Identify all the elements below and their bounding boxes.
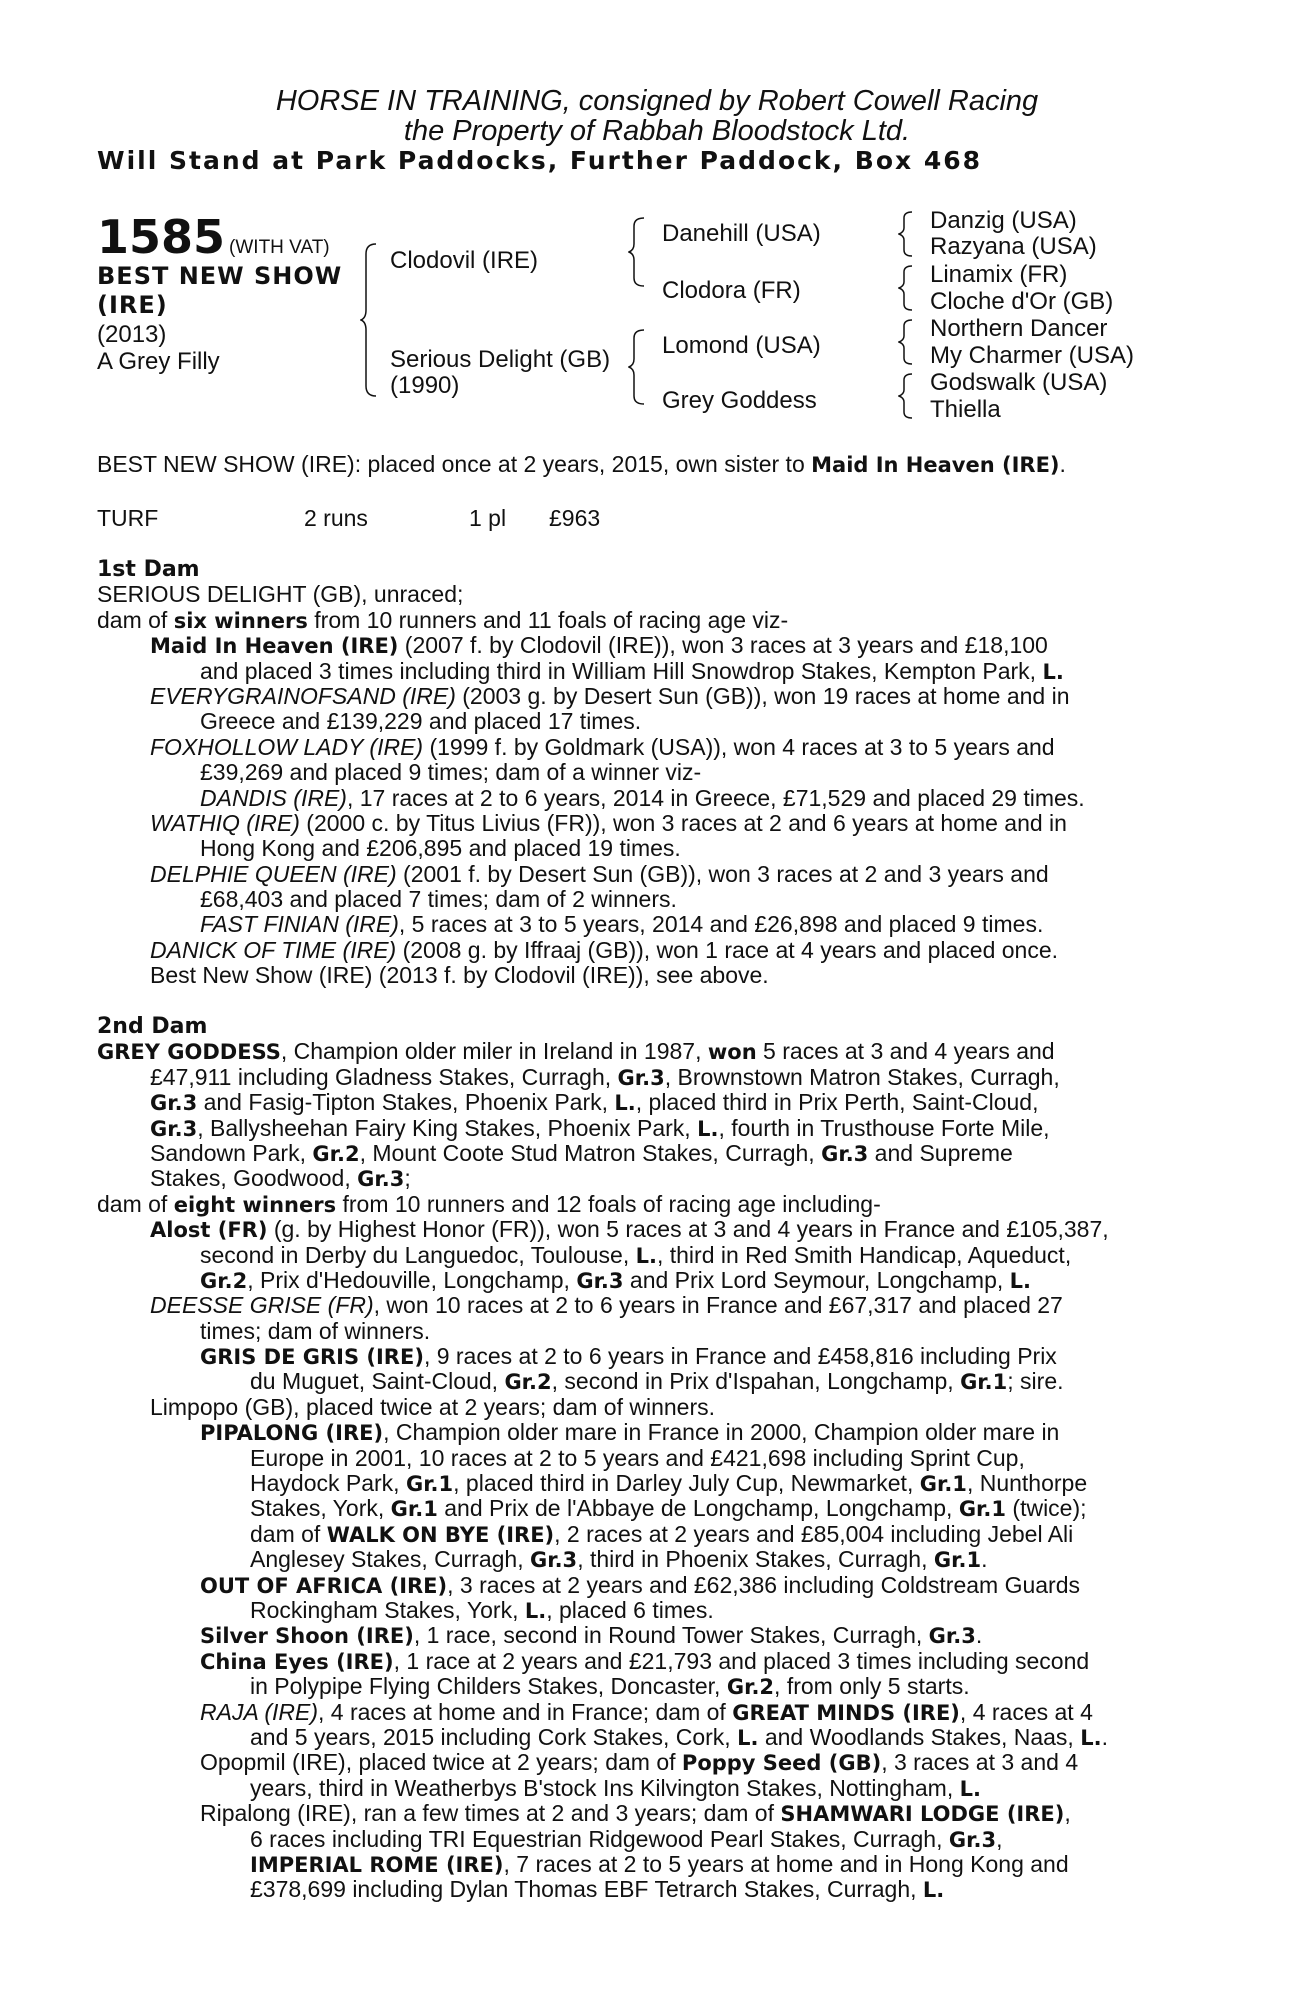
pedigree-sire: Clodovil (IRE) xyxy=(390,247,539,274)
bold-text: L. xyxy=(1042,659,1064,684)
italic-text: DANDIS (IRE) xyxy=(200,785,347,811)
text-line xyxy=(97,1649,1217,1674)
text-line xyxy=(97,938,1217,963)
bold-text: L. xyxy=(614,1091,636,1116)
text-segment: . xyxy=(1101,1724,1108,1750)
text-segment: ; sire. xyxy=(1007,1369,1064,1395)
second-dam-section xyxy=(97,1014,1217,1903)
text-segment: , xyxy=(996,1826,1003,1852)
text-segment: Stakes, York, xyxy=(250,1496,391,1522)
text-segment: ; xyxy=(404,1166,411,1192)
lot-number: 1585 xyxy=(97,210,226,264)
bold-text: Gr.1 xyxy=(933,1548,982,1573)
text-line xyxy=(97,1674,1217,1699)
text-segment: , second in Prix d'Ispahan, Longchamp, xyxy=(551,1369,961,1395)
text-segment: from 10 runners and 11 foals of racing age viz- xyxy=(307,607,789,633)
text-line xyxy=(97,709,1217,734)
text-segment: , 9 races at 2 to 6 years in France and £458,816 including Prix xyxy=(423,1344,1057,1370)
italic-text: RAJA (IRE) xyxy=(200,1699,318,1725)
text-line xyxy=(97,1522,1217,1547)
text-segment: £378,699 including Dylan Thomas EBF Tetrarch Stakes, Curragh, xyxy=(250,1877,923,1903)
bold-text: PIPALONG (IRE) xyxy=(200,1421,384,1446)
bold-text: Gr.3 xyxy=(529,1548,578,1573)
text-line xyxy=(97,1725,1217,1750)
text-line xyxy=(97,836,1217,861)
text-line xyxy=(97,1700,1217,1725)
bold-text: Alost (FR) xyxy=(150,1218,268,1243)
italic-text: DEESSE GRISE (FR) xyxy=(150,1293,374,1319)
horse-name-line1: BEST NEW SHOW xyxy=(97,262,343,290)
text-segment: , 1 race at 2 years and £21,793 and placed 3 times including second xyxy=(393,1648,1090,1674)
text-segment: and placed 3 times including third in William Hill Snowdrop Stakes, Kempton Park, xyxy=(200,658,1043,684)
text-line xyxy=(97,912,1217,937)
record-placed: 1 pl xyxy=(469,505,507,531)
bold-text: Gr.3 xyxy=(150,1091,198,1116)
bold-text: L. xyxy=(737,1725,759,1750)
pedigree-sire-dam: Clodora (FR) xyxy=(662,277,801,304)
text-segment: Rockingham Stakes, York, xyxy=(250,1597,525,1623)
text-line xyxy=(97,1877,1217,1902)
text-segment: , Mount Coote Stud Matron Stakes, Curragh, xyxy=(359,1140,822,1166)
bold-text: Gr.3 xyxy=(948,1827,997,1852)
bold-text: L. xyxy=(524,1598,547,1623)
text-segment: , Ballysheehan Fairy King Stakes, Phoenix Park, xyxy=(197,1115,698,1141)
text-line xyxy=(97,1776,1217,1801)
text-segment: second in Derby du Languedoc, Toulouse, xyxy=(200,1242,636,1268)
text-segment: and Prix Lord Seymour, Longchamp, xyxy=(623,1267,1010,1293)
pedigree-g7: Godswalk (USA) xyxy=(930,369,1108,396)
first-dam-text xyxy=(97,582,1217,988)
text-line xyxy=(97,684,1217,709)
text-segment: from 10 runners and 12 foals of racing age including- xyxy=(336,1191,881,1217)
text-segment: , fourth in Trusthouse Forte Mile, xyxy=(718,1115,1050,1141)
bold-text: six winners xyxy=(173,608,308,633)
italic-text: FAST FINIAN (IRE) xyxy=(200,912,399,938)
bold-text: L. xyxy=(697,1116,719,1141)
text-segment: Stakes, Goodwood, xyxy=(150,1166,358,1192)
text-segment: £47,911 including Gladness Stakes, Curragh, xyxy=(150,1064,618,1090)
bold-text: China Eyes (IRE) xyxy=(200,1649,394,1674)
text-segment: Europe in 2001, 10 races at 2 to 5 years and £421,698 including Sprint Cup, xyxy=(250,1445,1025,1471)
bold-text: Gr.1 xyxy=(919,1472,967,1497)
text-segment: , placed 6 times. xyxy=(546,1597,714,1623)
owner-line: the Property of Rabbah Bloodstock Ltd. xyxy=(403,115,911,147)
text-line xyxy=(97,1065,1217,1090)
bold-text: GREAT MINDS (IRE) xyxy=(732,1700,960,1725)
text-segment: , 2 races at 2 years and £85,004 including Jebel Ali xyxy=(554,1521,1074,1547)
text-segment: , Champion older mare in France in 2000, Champion older mare in xyxy=(383,1420,1060,1446)
text-line xyxy=(97,1344,1217,1369)
text-segment: , 3 races at 3 and 4 xyxy=(881,1750,1079,1776)
lot-number-block xyxy=(97,210,330,264)
text-segment: Opopmil (IRE), placed twice at 2 years; dam of xyxy=(200,1750,682,1776)
text-line xyxy=(97,1547,1217,1572)
bold-text: Gr.2 xyxy=(312,1141,360,1166)
text-line xyxy=(97,1598,1217,1623)
text-line xyxy=(97,1446,1217,1471)
text-segment: (g. by Highest Honor (FR)), won 5 races at 3 and 4 years in France and £105,387, xyxy=(267,1217,1109,1243)
text-segment: Sandown Park, xyxy=(150,1140,313,1166)
bold-text: WALK ON BYE (IRE) xyxy=(326,1522,555,1547)
text-segment: , Prix d'Hedouville, Longchamp, xyxy=(247,1267,577,1293)
bold-text: L. xyxy=(1009,1268,1031,1293)
text-segment: , 5 races at 3 to 5 years, 2014 and £26,898 and placed 9 times. xyxy=(398,912,1044,938)
bold-text: Gr.2 xyxy=(200,1268,248,1293)
g78-bracket xyxy=(898,370,916,422)
italic-text: DANICK OF TIME (IRE) xyxy=(150,937,397,963)
text-segment: (twice); xyxy=(1006,1496,1087,1522)
first-dam-heading: 1st Dam xyxy=(97,557,200,582)
pedigree-g5: Northern Dancer xyxy=(930,315,1108,342)
pedigree-dam-dam: Grey Goddess xyxy=(662,387,817,414)
text-line xyxy=(97,1217,1217,1242)
text-line xyxy=(97,1852,1217,1877)
text-line xyxy=(97,1090,1217,1115)
g34-bracket xyxy=(898,262,916,314)
text-segment: dam of xyxy=(250,1521,327,1547)
first-dam-section xyxy=(97,557,1217,989)
pedigree-g2: Razyana (USA) xyxy=(930,233,1097,260)
text-segment: and Prix de l'Abbaye de Longchamp, Longchamp, xyxy=(437,1496,959,1522)
text-segment: dam of xyxy=(97,1191,174,1217)
pedigree-g6: My Charmer (USA) xyxy=(930,342,1135,369)
pedigree-dam: Serious Delight (GB) xyxy=(390,346,611,373)
text-segment: Limpopo (GB), placed twice at 2 years; dam of winners. xyxy=(150,1394,716,1420)
text-segment: 6 races including TRI Equestrian Ridgewood Pearl Stakes, Curragh, xyxy=(250,1826,949,1852)
bold-text: Maid In Heaven (IRE) xyxy=(150,634,399,659)
text-line xyxy=(97,811,1217,836)
text-segment: (2008 g. by Iffraaj (GB)), won 1 race at 4 years and placed once. xyxy=(396,937,1059,963)
text-segment: years, third in Weatherbys B'stock Ins Kilvington Stakes, Nottingham, xyxy=(250,1775,960,1801)
summary-end: . xyxy=(1059,451,1066,477)
text-line xyxy=(97,760,1217,785)
text-line xyxy=(97,735,1217,760)
text-line xyxy=(97,1369,1217,1394)
text-line xyxy=(97,1496,1217,1521)
sire-dam-bracket xyxy=(360,240,380,400)
bold-text: Gr.3 xyxy=(928,1624,976,1649)
pedigree-g8: Thiella xyxy=(930,396,1001,423)
text-line xyxy=(97,608,1217,633)
vat-label: (WITH VAT) xyxy=(229,237,330,258)
g56-bracket xyxy=(898,316,916,368)
text-line xyxy=(97,963,1217,988)
bold-text: Gr.2 xyxy=(504,1370,552,1395)
bold-text: Silver Shoon (IRE) xyxy=(200,1624,414,1649)
bold-text: Gr.1 xyxy=(390,1497,438,1522)
text-segment: du Muguet, Saint-Cloud, xyxy=(250,1369,505,1395)
text-segment: and Fasig-Tipton Stakes, Phoenix Park, xyxy=(197,1090,615,1116)
lot-summary xyxy=(97,452,1217,478)
text-line xyxy=(97,633,1217,658)
text-segment: , third in Phoenix Stakes, Curragh, xyxy=(577,1547,934,1573)
text-line xyxy=(97,1141,1217,1166)
text-line xyxy=(97,1623,1217,1648)
bold-text: Gr.3 xyxy=(357,1167,405,1192)
italic-text: EVERYGRAINOFSAND (IRE) xyxy=(150,683,456,709)
italic-text: FOXHOLLOW LADY (IRE) xyxy=(150,734,424,760)
bold-text: L. xyxy=(922,1878,945,1903)
bold-text: eight winners xyxy=(173,1192,337,1217)
text-line xyxy=(97,1039,1217,1064)
bold-text: Poppy Seed (GB) xyxy=(681,1751,882,1776)
text-line xyxy=(97,1420,1217,1445)
summary-sibling: Maid In Heaven (IRE) xyxy=(811,453,1060,477)
text-segment: (2001 f. by Desert Sun (GB)), won 3 races at 2 and 3 years and xyxy=(396,861,1049,887)
text-segment: Anglesey Stakes, Curragh, xyxy=(250,1547,530,1573)
text-line xyxy=(97,1750,1217,1775)
bold-text: Gr.1 xyxy=(405,1472,454,1497)
text-segment: Ripalong (IRE), ran a few times at 2 and 3 years; dam of xyxy=(200,1801,781,1827)
second-dam-text xyxy=(97,1039,1217,1902)
race-record xyxy=(97,506,1217,532)
text-segment: , Brownstown Matron Stakes, Curragh, xyxy=(664,1064,1060,1090)
record-earnings: £963 xyxy=(549,505,601,531)
record-surface: TURF xyxy=(97,505,159,531)
text-line xyxy=(97,1471,1217,1496)
text-line xyxy=(97,1116,1217,1141)
text-segment: , Champion older miler in Ireland in 1987, xyxy=(280,1039,708,1065)
text-segment: times; dam of winners. xyxy=(200,1318,431,1344)
text-segment: SERIOUS DELIGHT (GB), unraced; xyxy=(97,582,464,608)
bold-text: GRIS DE GRIS (IRE) xyxy=(200,1345,424,1370)
pedigree-dam-year: (1990) xyxy=(390,372,460,399)
text-segment: in Polypipe Flying Childers Stakes, Doncaster, xyxy=(250,1674,727,1700)
bold-text: SHAMWARI LODGE (IRE) xyxy=(780,1802,1065,1827)
italic-text: WATHIQ (IRE) xyxy=(150,810,300,836)
text-line xyxy=(97,659,1217,684)
text-line xyxy=(97,1268,1217,1293)
summary-text: BEST NEW SHOW (IRE): placed once at 2 years, 2015, own sister to xyxy=(97,451,812,477)
bold-text: Gr.3 xyxy=(617,1065,665,1090)
text-line xyxy=(97,1395,1217,1420)
text-segment: , placed third in Darley July Cup, Newmarket, xyxy=(453,1471,920,1497)
text-line xyxy=(97,1166,1217,1191)
text-line xyxy=(97,862,1217,887)
horse-description: A Grey Filly xyxy=(97,348,220,375)
text-segment: 5 races at 3 and 4 years and xyxy=(756,1039,1055,1065)
text-line xyxy=(97,1573,1217,1598)
text-segment: dam of xyxy=(97,607,174,633)
bold-text: Gr.1 xyxy=(960,1370,1008,1395)
text-segment: , 1 race, second in Round Tower Stakes, Curragh, xyxy=(413,1623,929,1649)
text-line xyxy=(97,1192,1217,1217)
text-line xyxy=(97,887,1217,912)
text-segment: Best New Show (IRE) (2013 f. by Clodovil (IRE)), see above. xyxy=(150,963,769,989)
stabling-line: Will Stand at Park Paddocks, Further Paddock, Box 468 xyxy=(97,146,983,175)
text-segment: , xyxy=(1064,1801,1071,1827)
pedigree-g4: Cloche d'Or (GB) xyxy=(930,288,1114,315)
text-segment: and Supreme xyxy=(868,1140,1013,1166)
text-segment: , placed third in Prix Perth, Saint-Cloud, xyxy=(635,1090,1039,1116)
text-segment: £68,403 and placed 7 times; dam of 2 winners. xyxy=(200,887,677,913)
text-segment: , 4 races at 4 xyxy=(959,1699,1093,1725)
text-segment: , Nunthorpe xyxy=(966,1471,1088,1497)
bold-text: IMPERIAL ROME (IRE) xyxy=(250,1852,504,1877)
pedigree-sire-sire: Danehill (USA) xyxy=(662,220,821,247)
text-segment: (2000 c. by Titus Livius (FR)), won 3 races at 2 and 6 years at home and in xyxy=(299,810,1067,836)
text-segment: (2007 f. by Clodovil (IRE)), won 3 races at 3 years and £18,100 xyxy=(398,633,1048,659)
text-line xyxy=(97,786,1217,811)
text-segment: Hong Kong and £206,895 and placed 19 times. xyxy=(200,836,681,862)
bold-text: OUT OF AFRICA (IRE) xyxy=(200,1573,448,1598)
text-segment: , third in Red Smith Handicap, Aqueduct, xyxy=(656,1242,1072,1268)
pedigree-g3: Linamix (FR) xyxy=(930,261,1068,288)
sire-line-bracket xyxy=(628,214,648,290)
bold-text: Gr.3 xyxy=(821,1141,869,1166)
text-segment: , from only 5 starts. xyxy=(774,1674,970,1700)
text-segment: and 5 years, 2015 including Cork Stakes, Cork, xyxy=(250,1724,738,1750)
text-line xyxy=(97,1827,1217,1852)
text-segment: , 17 races at 2 to 6 years, 2014 in Greece, £71,529 and placed 29 times. xyxy=(346,785,1085,811)
text-segment: Haydock Park, xyxy=(250,1471,406,1497)
text-segment: . xyxy=(975,1623,983,1649)
text-segment: . xyxy=(981,1547,988,1573)
bold-text: Gr.3 xyxy=(150,1116,198,1141)
pedigree-dam-sire: Lomond (USA) xyxy=(662,332,821,359)
italic-text: DELPHIE QUEEN (IRE) xyxy=(150,861,397,887)
text-line xyxy=(97,582,1217,607)
bold-text: L. xyxy=(959,1776,981,1801)
consignor-line: HORSE IN TRAINING, consigned by Robert Cowell Racing xyxy=(275,85,1039,117)
text-segment: , 7 races at 2 to 5 years at home and in Hong Kong and xyxy=(503,1851,1069,1877)
text-segment: £39,269 and placed 9 times; dam of a winner viz- xyxy=(200,760,702,786)
bold-text: Gr.3 xyxy=(576,1268,624,1293)
dam-line-bracket xyxy=(628,326,648,408)
record-runs: 2 runs xyxy=(304,505,368,531)
text-line xyxy=(97,1801,1217,1826)
text-line xyxy=(97,1293,1217,1318)
text-line xyxy=(97,1243,1217,1268)
text-segment: (1999 f. by Goldmark (USA)), won 4 races at 3 to 5 years and xyxy=(423,734,1055,760)
text-segment: , 4 races at home and in France; dam of xyxy=(318,1699,733,1725)
g12-bracket xyxy=(898,208,916,260)
text-segment: Greece and £139,229 and placed 17 times. xyxy=(200,709,642,735)
second-dam-heading: 2nd Dam xyxy=(97,1014,208,1039)
text-segment: , won 10 races at 2 to 6 years in France and £67,317 and placed 27 xyxy=(373,1293,1063,1319)
text-segment: (2003 g. by Desert Sun (GB)), won 19 races at home and in xyxy=(455,683,1070,709)
bold-text: won xyxy=(707,1040,757,1065)
text-segment: , 3 races at 2 years and £62,386 including Coldstream Guards xyxy=(447,1572,1080,1598)
text-line xyxy=(97,1319,1217,1344)
bold-text: Gr.1 xyxy=(958,1497,1007,1522)
pedigree-g1: Danzig (USA) xyxy=(930,207,1077,234)
bold-text: L. xyxy=(1080,1725,1102,1750)
horse-name-line2: (IRE) xyxy=(97,291,168,319)
foaling-year: (2013) xyxy=(97,321,167,348)
text-segment: and Woodlands Stakes, Naas, xyxy=(758,1724,1081,1750)
bold-text: Gr.2 xyxy=(726,1675,775,1700)
bold-text: L. xyxy=(635,1243,657,1268)
bold-text: GREY GODDESS xyxy=(97,1040,281,1065)
horse-name xyxy=(97,262,357,320)
